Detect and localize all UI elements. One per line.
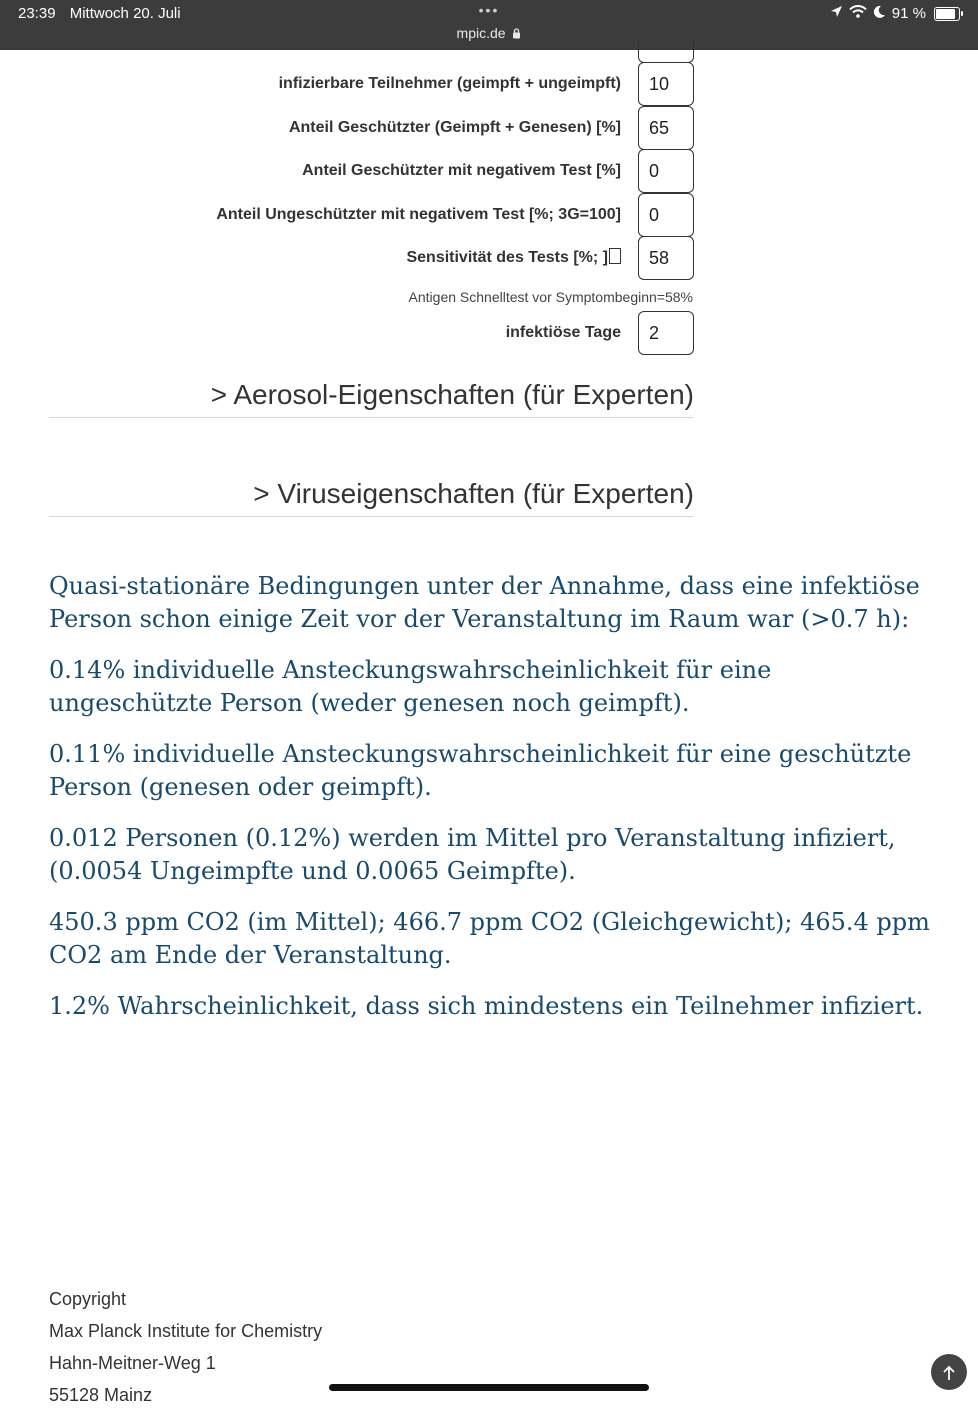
form-row-test-sensitivity xyxy=(0,236,978,280)
arrow-up-icon xyxy=(942,1362,956,1382)
scroll-to-top-button[interactable] xyxy=(931,1354,967,1390)
status-bar xyxy=(0,0,978,50)
label-protected-negative-test: Anteil Geschützter mit negativem Test [%] xyxy=(302,162,621,179)
result-unprotected-probability: 0.14% individuelle Ansteckungswahrscheinlichkeit für eine ungeschützte Person (weder genesen noch geimpft). xyxy=(49,656,772,717)
result-any-infection-probability: 1.2% Wahrscheinlichkeit, dass sich mindestens ein Teilnehmer infiziert. xyxy=(49,992,924,1020)
label-unprotected-negative-test: Anteil Ungeschützter mit negativem Test [%; 3G=100] xyxy=(216,206,621,223)
footer-institute: Max Planck Institute for Chemistry xyxy=(49,1321,323,1341)
result-protected-probability: 0.11% individuelle Ansteckungswahrscheinlichkeit für eine geschützte Person (genesen oder geimpft). xyxy=(49,740,912,801)
input-unprotected-negative-test[interactable]: 0 xyxy=(638,193,694,237)
result-conditions: Quasi-stationäre Bedingungen unter der Annahme, dass eine infektiöse Person schon einige Zeit vor der Veranstaltung im Raum war (>0.7 h): xyxy=(49,572,920,633)
result-infected-persons: 0.012 Personen (0.12%) werden im Mittel pro Veranstaltung infiziert, (0.0054 Ungeimpfte und 0.0065 Geimpfte). xyxy=(49,824,896,885)
partial-input-field[interactable] xyxy=(638,40,694,63)
label-infectable-participants: infizierbare Teilnehmer (geimpft + ungeimpft) xyxy=(278,75,621,92)
form-row-protected-negative-test xyxy=(0,149,978,193)
footer-street: Hahn-Meitner-Weg 1 xyxy=(49,1353,216,1373)
status-time: 23:39 xyxy=(18,5,56,22)
input-test-sensitivity[interactable]: 58 xyxy=(638,236,694,280)
location-icon xyxy=(830,5,843,22)
input-protected-share[interactable]: 65 xyxy=(638,106,694,150)
result-co2-levels: 450.3 ppm CO2 (im Mittel); 466.7 ppm CO2 (Gleichgewicht); 465.4 ppm CO2 am Ende der Veranstaltung. xyxy=(49,908,930,969)
input-protected-negative-test[interactable]: 0 xyxy=(638,149,694,193)
status-date: Mittwoch 20. Juli xyxy=(69,5,181,22)
input-infectable-participants[interactable]: 10 xyxy=(638,62,694,106)
form-row-unprotected-negative-test xyxy=(0,193,978,237)
footer-city: 55128 Mainz xyxy=(49,1385,153,1405)
battery-icon xyxy=(934,7,960,21)
status-right xyxy=(830,5,960,22)
input-infectious-days[interactable]: 2 xyxy=(638,311,694,355)
battery-percent: 91 % xyxy=(891,5,926,22)
label-protected-share: Anteil Geschützter (Geimpft + Genesen) [%] xyxy=(288,119,621,136)
form-row-infectious-days xyxy=(0,311,978,355)
label-infectious-days: infektiöse Tage xyxy=(505,324,621,341)
lock-icon xyxy=(509,25,521,41)
section-virus-properties[interactable]: > Viruseigenschaften (für Experten) xyxy=(49,478,694,517)
section-aerosol-properties[interactable]: > Aerosol-Eigenschaften (für Experten) xyxy=(49,379,694,418)
footer-copyright: Copyright xyxy=(49,1289,127,1309)
footer xyxy=(49,1285,322,1413)
test-sensitivity-hint: Antigen Schnelltest vor Symptombeginn=58% xyxy=(408,289,693,305)
info-icon[interactable] xyxy=(609,248,621,264)
multitasking-dots-icon[interactable]: ••• xyxy=(478,2,500,18)
wifi-icon xyxy=(849,5,867,22)
moon-icon xyxy=(873,5,886,22)
url-text: mpic.de xyxy=(456,25,506,41)
url-bar[interactable] xyxy=(0,25,978,41)
results-panel xyxy=(49,570,939,1041)
form-row-protected-share xyxy=(0,106,978,150)
form-row-infectable-participants xyxy=(0,62,978,106)
label-test-sensitivity-text: Sensitivität des Tests [%; ] xyxy=(406,249,608,266)
home-indicator[interactable] xyxy=(329,1384,649,1391)
label-test-sensitivity xyxy=(406,236,621,280)
